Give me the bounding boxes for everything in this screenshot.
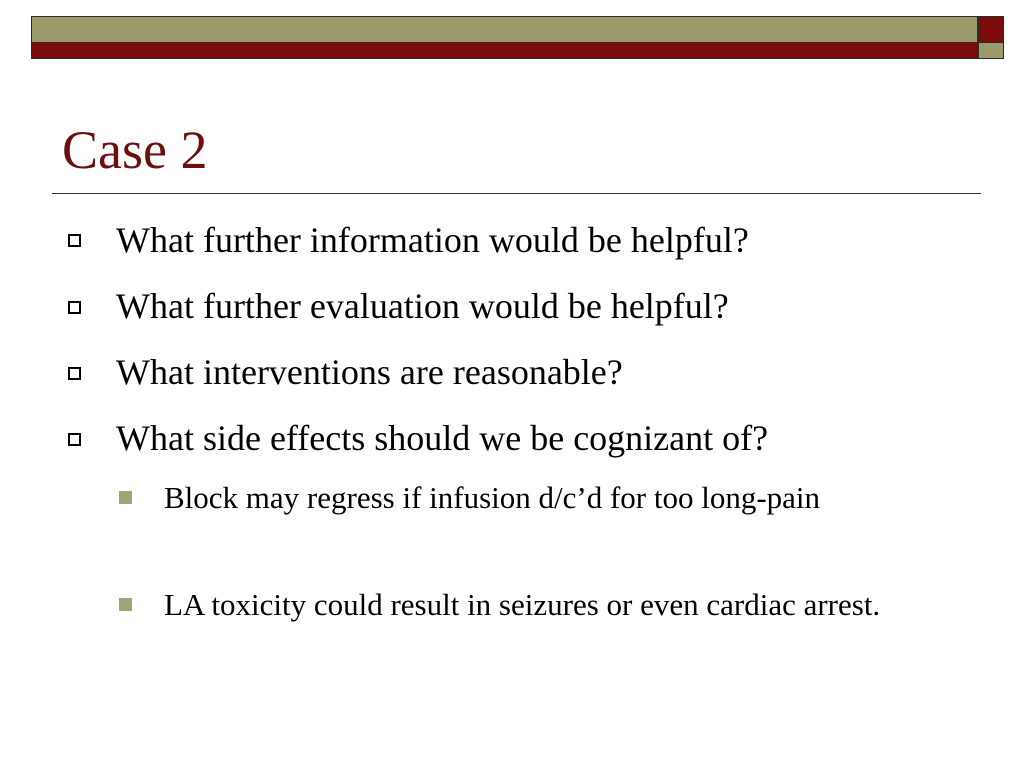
bullet-item: What further information would be helpful?	[116, 220, 749, 260]
header-band-red	[31, 43, 978, 59]
header-band-olive	[31, 16, 978, 43]
bullet-item: What side effects should we be cognizant of?	[116, 418, 769, 458]
hollow-square-bullet-icon	[68, 367, 81, 380]
bullet-item: What interventions are reasonable?	[116, 352, 623, 392]
hollow-square-bullet-icon	[68, 234, 81, 247]
sub-bullet-item: Block may regress if infusion d/c’d for too long-pain	[164, 480, 821, 515]
bullet-item: What further evaluation would be helpful?	[116, 286, 729, 326]
filled-square-bullet-icon	[119, 598, 132, 611]
header-corner-red	[978, 16, 1004, 43]
filled-square-bullet-icon	[119, 491, 132, 504]
slide-title: Case 2	[62, 120, 208, 180]
sub-bullet-item: LA toxicity could result in seizures or even cardiac arrest.	[164, 587, 881, 622]
header-corner-olive	[978, 43, 1004, 59]
hollow-square-bullet-icon	[68, 301, 81, 314]
hollow-square-bullet-icon	[68, 433, 81, 446]
title-divider	[52, 193, 981, 194]
